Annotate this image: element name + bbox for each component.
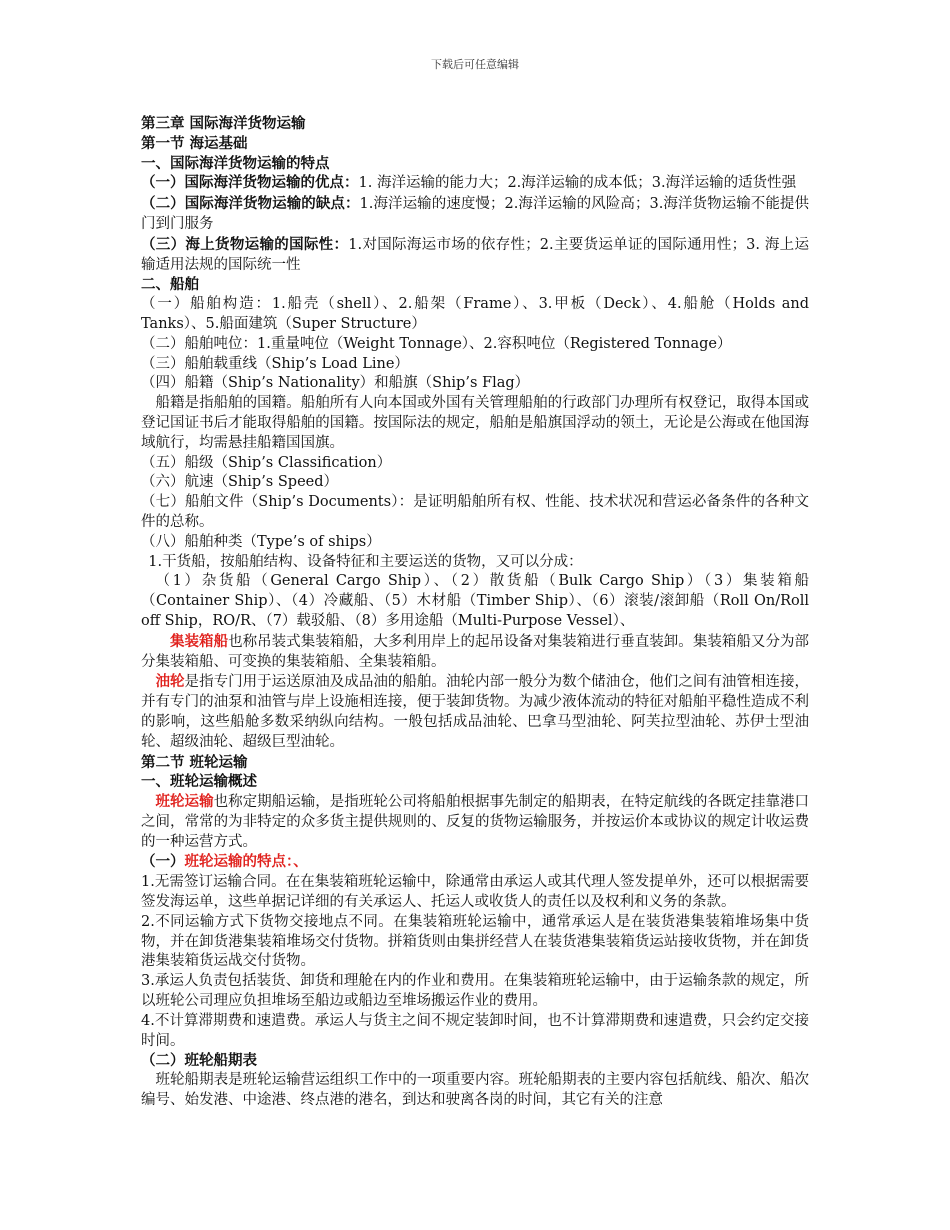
container-ship-text: 也称吊装式集装箱船，大多利用岸上的起吊设备对集装箱进行垂直装卸。集装箱船又分为部分集装箱船、可变换的集装箱船、全集装箱船。 xyxy=(141,633,809,670)
section-2-title: 第二节 班轮运输 xyxy=(141,753,248,771)
international-paragraph xyxy=(141,235,809,276)
ship-types: （八）船舶种类（Type’s of ships） xyxy=(141,533,381,550)
container-ship-term: 集装箱船 xyxy=(170,632,229,650)
ship-structure: （一）船舶构造：1.船壳（shell）、2.船架（Frame）、3.甲板（Deck）、4.船舱（Holds and Tanks）、5.船面建筑（Super Structure） xyxy=(141,296,809,332)
chapter-title: 第三章 国际海洋货物运输 xyxy=(141,115,306,132)
advantages-text: 1. 海洋运输的能力大；2.海洋运输的成本低；3.海洋运输的适货性强 xyxy=(358,175,797,192)
disadvantages-text: 1.海洋运输的速度慢；2.海洋运输的风险高；3.海洋货物运输不能提供门到门服务 xyxy=(141,196,809,232)
feature-2: 2.不同运输方式下货物交接地点不同。在集装箱班轮运输中，通常承运人是在装货港集装箱堆场集中货物，并在卸货港集装箱堆场交付货物。拼箱货则由集拼经营人在装货港集装箱货运站接收货物，并在卸货港集装箱货运战交付货物。 xyxy=(141,913,809,970)
dry-cargo-list: （1）杂货船（General Cargo Ship）、（2）散货船（Bulk Cargo Ship）（3）集装箱船（Container Ship）、（4）冷藏船、（5）木材船（Timber Ship）、（6）滚装/滚卸船（Roll On/Roll off Ship，RO/R、（7）载驳船、（8）多用途船（Multi-Purpose Vessel）、 xyxy=(141,573,809,629)
disadvantages-paragraph xyxy=(141,194,809,235)
schedule-paragraph: 班轮船期表是班轮运输营运组织工作中的一项重要内容。班轮船期表的主要内容包括航线、船次、船次编号、始发港、中途港、终点港的港名，到达和驶离各岗的时间，其它有关的注意 xyxy=(141,1072,809,1109)
heading-features: 一、国际海洋货物运输的特点 xyxy=(141,154,330,172)
ship-nationality-paragraph: 船籍是指船舶的国籍。船舶所有人向本国或外国有关管理船舶的行政部门办理所有权登记，取得本国或登记国证书后才能取得船舶的国籍。按国际法的规定，船舶是船旗国浮动的领土，无论是公海或在他国海域航行，均需悬挂船籍国国旗。 xyxy=(141,395,809,451)
liner-features-prefix: （一） xyxy=(141,853,185,871)
liner-features-heading xyxy=(141,852,809,873)
feature-3: 3.承运人负责包括装货、卸货和理舱在内的作业和费用。在集装箱班轮运输中，由于运输条款的规定，所以班轮公司理应负担堆场至船边或船边至堆场搬运作业的费用。 xyxy=(141,973,809,1010)
ship-documents: （七）船舶文件（Ship’s Documents）：是证明船舶所有权、性能、技术状况和营运必备条件的各种文件的总称。 xyxy=(141,494,809,530)
document-body xyxy=(141,114,809,1111)
liner-features-label: 班轮运输的特点：、 xyxy=(184,853,308,871)
page-header: 下载后可任意编辑 xyxy=(431,58,519,71)
ship-classification: （五）船级（Ship’s Classification） xyxy=(141,454,392,471)
ship-nationality: （四）船籍（Ship’s Nationality）和船旗（Ship’s Flag） xyxy=(141,375,530,392)
disadvantages-label: （二）国际海洋货物运输的缺点： xyxy=(141,195,360,213)
international-text: 1.对国际海运市场的依存性；2.主要货运单证的国际通用性；3. 海上运输适用法规的国际统一性 xyxy=(141,236,809,273)
schedule-heading: （二）班轮船期表 xyxy=(141,1052,257,1070)
tanker-term: 油轮 xyxy=(155,673,185,691)
international-label: （三）海上货物运输的国际性： xyxy=(141,235,349,253)
feature-1: 1.无需签订运输合同。在在集装箱班轮运输中，除通常由承运人或其代理人签发提单外，还可以根据需要签发海运单，这些单据记详细的有关承运人、托运人或收货人的责任以及权利和义务的条款。 xyxy=(141,874,809,911)
liner-text: 也称定期船运输，是指班轮公司将船舶根据事先制定的船期表，在特定航线的各既定挂靠港口之间，常常的为非特定的众多货主提供规则的、反复的货物运输服务，并按运价本或协议的规定计收运费的一种运营方式。 xyxy=(141,794,809,850)
dry-cargo-intro: 1.干货船，按船舶结构、设备特征和主要运送的货物，又可以分成： xyxy=(148,553,583,570)
heading-liner-overview: 一、班轮运输概述 xyxy=(141,773,257,791)
tanker-text: 是指专门用于运送原油及成品油的船舶。油轮内部一般分为数个储油仓，他们之间有油管相连接，并有专门的油泵和油管与岸上设施相连接，便于装卸货物。为减少液体流动的特征对船舶平稳性造成不利的影响，这些船舱多数采纳纵向结构。一般包括成品油轮、巴拿马型油轮、阿芙拉型油轮、苏伊士型油轮、超级油轮、超级巨型油轮。 xyxy=(141,674,809,750)
ship-load-line: （三）船舶载重线（Ship’s Load Line） xyxy=(141,355,409,372)
liner-paragraph xyxy=(141,792,809,852)
heading-ships: 二、船舶 xyxy=(141,276,199,294)
advantages-label: （一）国际海洋货物运输的优点： xyxy=(141,174,359,192)
container-ship-paragraph xyxy=(141,632,809,673)
ship-tonnage: （二）船舶吨位：1.重量吨位（Weight Tonnage）、2.容积吨位（Registered Tonnage） xyxy=(141,335,732,352)
feature-4: 4.不计算滞期费和速遣费。承运人与货主之间不规定装卸时间，也不计算滞期费和速遣费，只会约定交接时间。 xyxy=(141,1012,809,1049)
ship-speed: （六）航速（Ship’s Speed） xyxy=(141,474,339,491)
section-1-title: 第一节 海运基础 xyxy=(141,134,248,152)
tanker-paragraph xyxy=(141,672,809,752)
advantages-paragraph xyxy=(141,173,809,194)
liner-term: 班轮运输 xyxy=(155,793,214,811)
